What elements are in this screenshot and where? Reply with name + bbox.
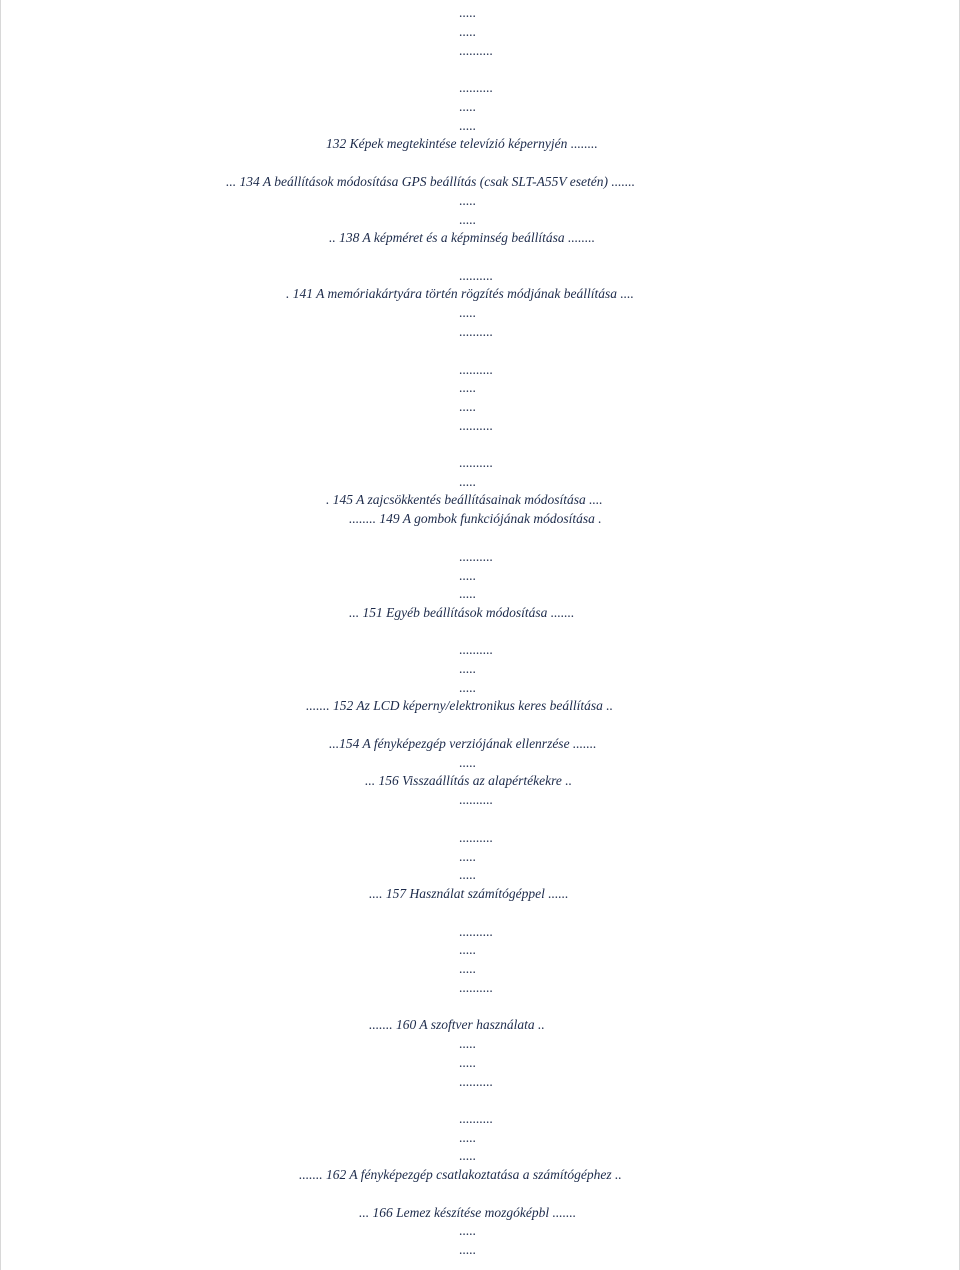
table-of-contents: ..... ..... .......... .......... ..... ..... 132 Képek megtekintése televízió képernyjén ........ ... 134 A beállítások módosítása GPS beállítás (csak SLT-A55V esetén) ....... ..... ..... .. 138 A képméret és a képminség beállítása ........ .......... . 141 A memóriakártyára történ rögzítés módjának beállítása .... ..... .......... .......... ..... ..... .......... .......... ..... . 145 A zajcsökkentés beállításainak módosítása .... ........ 149 A gombok funkciójának módosítása . .......... ..... ..... ... 151 Egyéb beállítások módosítása ....... .......... ..... ..... ....... 152 Az LCD képerny/elektronikus keres beállítása .. ...154 A fényképezgép verziójának ellenrzése ....... ..... ... 156 Visszaállítás az alapértékekre .. .......... .......... ..... ..... .... 157 Használat számítógéppel ...... .......... ..... ..... .......... ....... 160 A szoftver használata .. ..... ..... .......... .......... ..... ..... ....... 162 A fényképezgép csatlakoztatása a számítógéphez .. ... 166 Lemez készítése mozgóképbl ....... ..... ..... [226,5,635,1257]
